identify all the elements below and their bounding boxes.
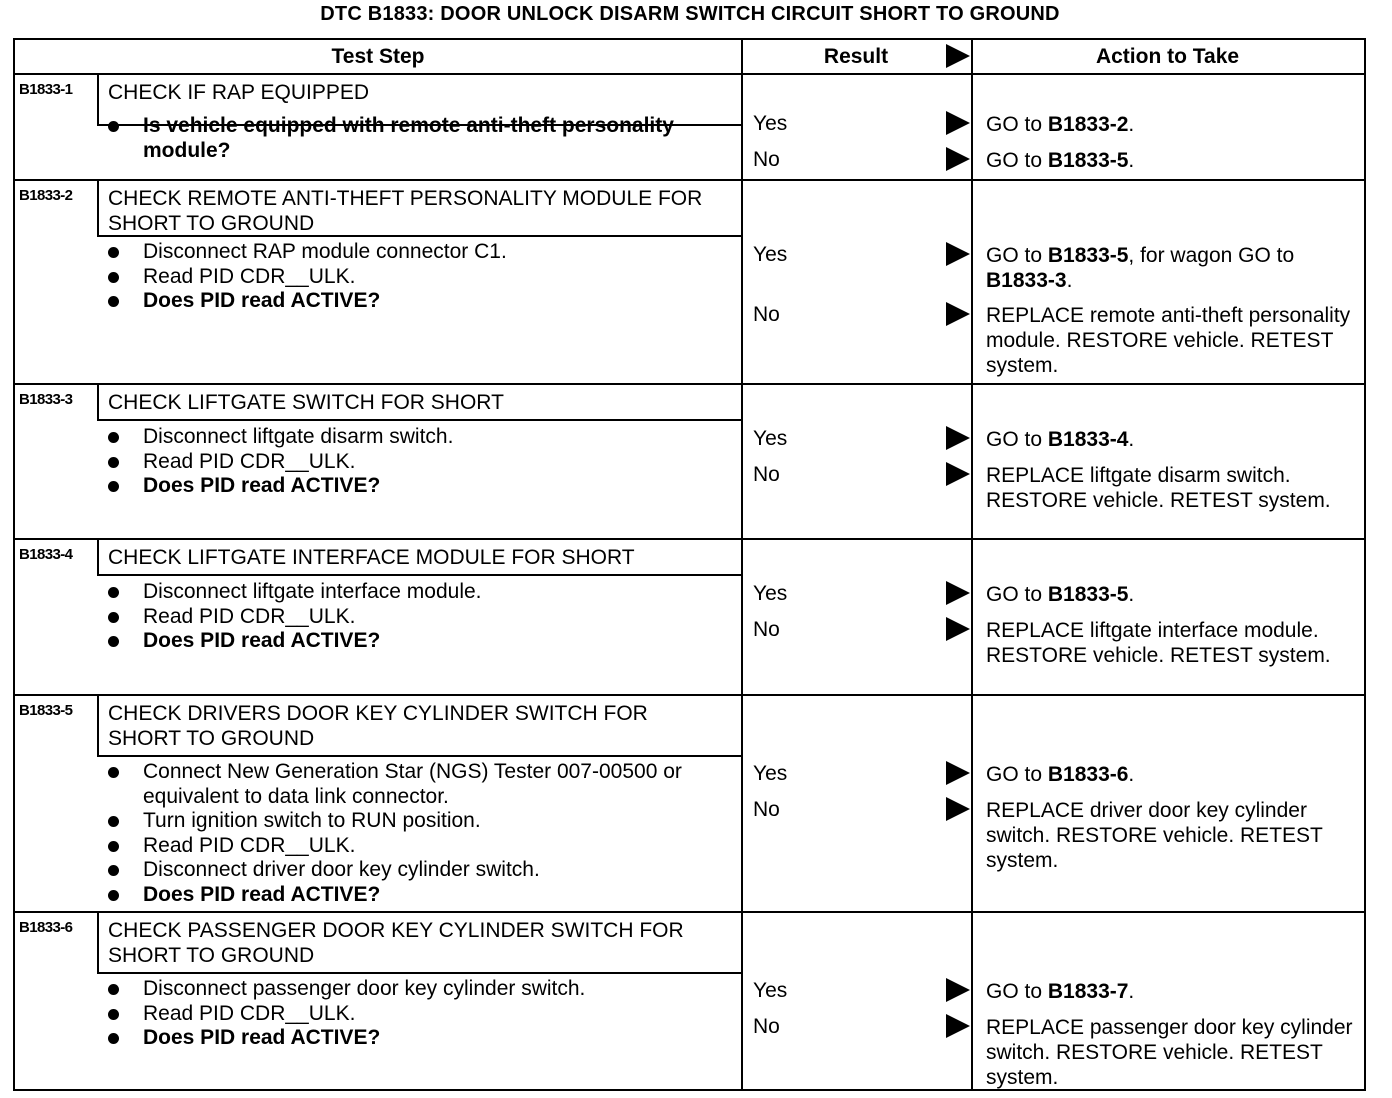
step-bullet: Read PID CDR__ULK. xyxy=(105,605,731,630)
action-step-ref: B1833-3 xyxy=(986,269,1067,292)
result-yes: Yes xyxy=(753,112,788,135)
action-step-ref: B1833-7 xyxy=(1047,980,1129,1003)
step-bullet-list xyxy=(105,240,731,314)
step-bullet: Turn ignition switch to RUN position. xyxy=(105,809,731,834)
action-text xyxy=(986,762,1358,787)
step-id: B1833-1 xyxy=(19,81,73,98)
action-text xyxy=(986,618,1358,668)
result-arrow-icon xyxy=(946,761,970,785)
header-test-step: Test Step xyxy=(331,45,425,68)
action-step-ref: B1833-5 xyxy=(1047,244,1129,267)
step-id: B1833-3 xyxy=(19,391,73,408)
result-arrow-icon xyxy=(946,617,970,641)
result-no: No xyxy=(753,618,780,641)
action-step-ref: B1833-6 xyxy=(1047,763,1129,786)
action-segment: . xyxy=(1128,583,1135,606)
step-id: B1833-6 xyxy=(19,919,73,936)
action-segment: GO to xyxy=(986,763,1048,786)
action-text xyxy=(986,148,1358,173)
step-bullet: Connect New Generation Star (NGS) Tester 007-00500 or equivalent to data link connector. xyxy=(105,760,731,809)
step-id-divider xyxy=(97,913,99,973)
action-segment: REPLACE driver door key cylinder switch. RESTORE vehicle. RETEST system. xyxy=(986,799,1323,872)
action-segment: GO to xyxy=(986,428,1048,451)
result-yes: Yes xyxy=(753,243,788,266)
action-step-ref: B1833-5 xyxy=(1047,149,1129,172)
action-segment: . xyxy=(1128,428,1135,451)
action-segment: REPLACE passenger door key cylinder switch. RESTORE vehicle. RETEST system. xyxy=(986,1016,1353,1089)
step-bullet: Does PID read ACTIVE? xyxy=(105,474,731,499)
page-title: DTC B1833: DOOR UNLOCK DISARM SWITCH CIRCUIT SHORT TO GROUND xyxy=(320,3,1060,25)
result-arrow-icon xyxy=(946,978,970,1002)
action-text xyxy=(986,979,1358,1004)
result-yes: Yes xyxy=(753,582,788,605)
step-title: CHECK IF RAP EQUIPPED xyxy=(108,81,370,104)
header-arrow-icon xyxy=(946,44,970,68)
step-bullet-list xyxy=(105,760,731,907)
action-segment: REPLACE liftgate disarm switch. RESTORE vehicle. RETEST system. xyxy=(986,464,1331,512)
step-title-underline xyxy=(97,235,741,237)
step-id-divider xyxy=(97,181,99,236)
action-segment: GO to xyxy=(986,149,1048,172)
action-segment: . xyxy=(1128,763,1135,786)
step-title: CHECK LIFTGATE INTERFACE MODULE FOR SHORT xyxy=(108,546,635,569)
step-bullet: Disconnect liftgate interface module. xyxy=(105,580,731,605)
step-bullet: Does PID read ACTIVE? xyxy=(105,629,731,654)
result-no: No xyxy=(753,303,780,326)
action-segment: GO to xyxy=(986,113,1048,136)
column-divider-result xyxy=(741,40,743,1089)
step-bullet: Does PID read ACTIVE? xyxy=(105,883,731,908)
action-text xyxy=(986,463,1358,513)
action-segment: GO to xyxy=(986,583,1048,606)
column-divider-action xyxy=(971,40,973,1089)
result-arrow-icon xyxy=(946,1014,970,1038)
action-segment: GO to xyxy=(986,980,1048,1003)
step-id-divider xyxy=(97,696,99,756)
action-step-ref: B1833-5 xyxy=(1047,583,1129,606)
step-bullet: Does PID read ACTIVE? xyxy=(105,1026,731,1051)
step-divider xyxy=(15,383,1364,385)
action-text xyxy=(986,112,1358,137)
result-no: No xyxy=(753,1015,780,1038)
result-no: No xyxy=(753,148,780,171)
action-text xyxy=(986,582,1358,607)
result-arrow-icon xyxy=(946,111,970,135)
result-no: No xyxy=(753,463,780,486)
step-bullet: Read PID CDR__ULK. xyxy=(105,450,731,475)
step-divider xyxy=(15,179,1364,181)
action-segment: REPLACE liftgate interface module. RESTORE vehicle. RETEST system. xyxy=(986,619,1331,667)
step-id: B1833-4 xyxy=(19,546,73,563)
action-segment: REPLACE remote anti-theft personality module. RESTORE vehicle. RETEST system. xyxy=(986,304,1351,377)
action-text xyxy=(986,1015,1358,1090)
action-text xyxy=(986,243,1358,293)
result-arrow-icon xyxy=(946,426,970,450)
step-title: CHECK DRIVERS DOOR KEY CYLINDER SWITCH FOR SHORT TO GROUND xyxy=(108,702,648,750)
result-yes: Yes xyxy=(753,979,788,1002)
result-arrow-icon xyxy=(946,147,970,171)
step-divider xyxy=(15,538,1364,540)
header-divider xyxy=(15,73,1364,75)
step-title: CHECK REMOTE ANTI-THEFT PERSONALITY MODULE FOR SHORT TO GROUND xyxy=(108,187,703,235)
action-segment: . xyxy=(1066,269,1073,292)
action-text xyxy=(986,427,1358,452)
step-divider xyxy=(15,911,1364,913)
step-bullet-list xyxy=(105,114,731,163)
result-yes: Yes xyxy=(753,427,788,450)
step-bullet: Disconnect liftgate disarm switch. xyxy=(105,425,731,450)
action-text xyxy=(986,798,1358,873)
header-result: Result xyxy=(823,45,889,68)
step-bullet: Is vehicle equipped with remote anti-theft personality module? xyxy=(105,114,731,163)
diagnostic-table xyxy=(13,38,1366,1091)
step-title: CHECK LIFTGATE SWITCH FOR SHORT xyxy=(108,391,504,414)
action-step-ref: B1833-4 xyxy=(1047,428,1129,451)
result-arrow-icon xyxy=(946,797,970,821)
result-arrow-icon xyxy=(946,242,970,266)
step-bullet: Does PID read ACTIVE? xyxy=(105,289,731,314)
step-title-underline xyxy=(97,972,741,974)
result-arrow-icon xyxy=(946,581,970,605)
action-text xyxy=(986,303,1358,378)
step-title-underline xyxy=(97,419,741,421)
step-bullet-list xyxy=(105,580,731,654)
step-bullet-list xyxy=(105,425,731,499)
result-yes: Yes xyxy=(753,762,788,785)
action-step-ref: B1833-2 xyxy=(1047,113,1129,136)
step-id-divider xyxy=(97,75,99,125)
step-id-divider xyxy=(97,385,99,420)
step-title: CHECK PASSENGER DOOR KEY CYLINDER SWITCH FOR SHORT TO GROUND xyxy=(108,919,684,967)
action-segment: . xyxy=(1128,980,1135,1003)
action-segment: . xyxy=(1128,149,1135,172)
action-segment: . xyxy=(1128,113,1135,136)
step-id-divider xyxy=(97,540,99,575)
step-bullet: Read PID CDR__ULK. xyxy=(105,265,731,290)
step-id: B1833-2 xyxy=(19,187,73,204)
step-bullet-list xyxy=(105,977,731,1051)
step-divider xyxy=(15,694,1364,696)
step-bullet: Disconnect driver door key cylinder switch. xyxy=(105,858,731,883)
step-id: B1833-5 xyxy=(19,702,73,719)
step-bullet: Disconnect passenger door key cylinder switch. xyxy=(105,977,731,1002)
step-title-underline xyxy=(97,755,741,757)
result-arrow-icon xyxy=(946,302,970,326)
step-bullet: Read PID CDR__ULK. xyxy=(105,1002,731,1027)
step-title-underline xyxy=(97,574,741,576)
header-action: Action to Take xyxy=(1095,45,1240,68)
result-no: No xyxy=(753,798,780,821)
action-segment: GO to xyxy=(986,244,1048,267)
step-bullet: Disconnect RAP module connector C1. xyxy=(105,240,731,265)
result-arrow-icon xyxy=(946,462,970,486)
action-segment: , for wagon GO to xyxy=(1128,244,1295,267)
step-bullet: Read PID CDR__ULK. xyxy=(105,834,731,859)
